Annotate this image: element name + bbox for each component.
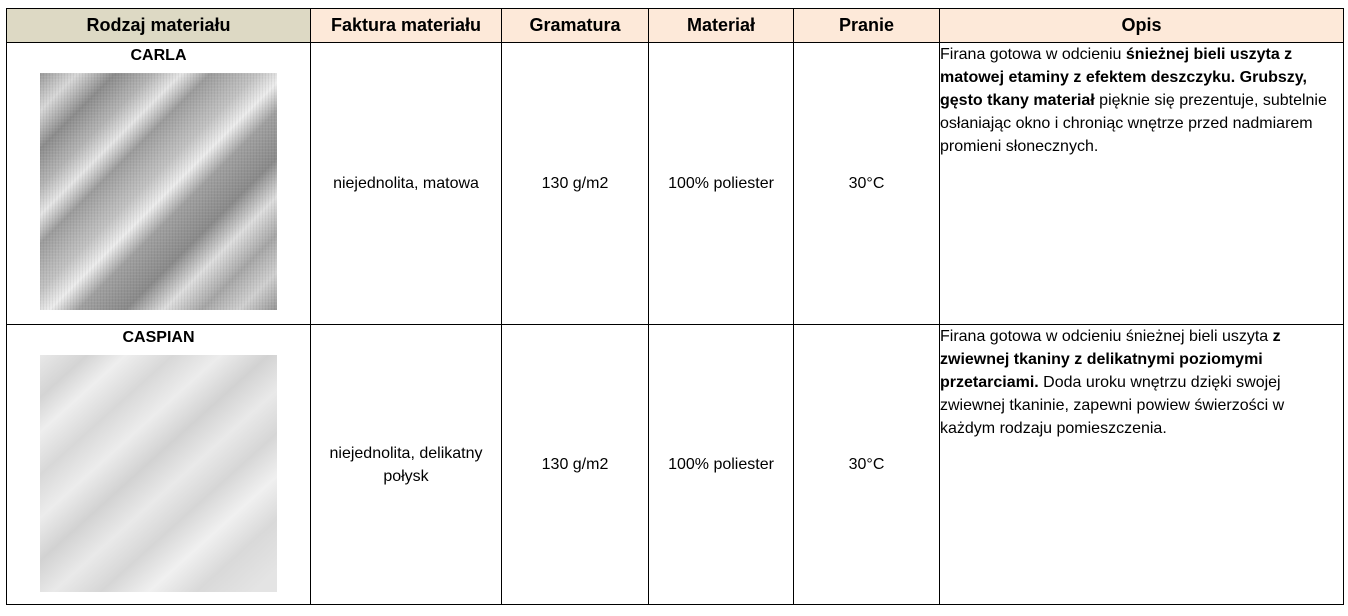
material-cell: 100% poliester — [649, 43, 794, 325]
description-part: Firana gotowa w odcieniu — [940, 46, 1126, 63]
washing-cell: 30°C — [794, 325, 940, 605]
description-cell — [940, 325, 1344, 605]
header-row — [7, 9, 1344, 43]
header-description: Opis — [940, 9, 1344, 43]
description-part: Firana gotowa w odcieniu śnieżnej bieli uszyta — [940, 328, 1273, 345]
weight-cell: 130 g/m2 — [502, 43, 649, 325]
description-part-bold: z zwiewnej tkaniny z delikatnymi poziomymi przetarciami. — [940, 328, 1281, 391]
product-name: CARLA — [130, 47, 187, 64]
description-cell — [940, 43, 1344, 325]
diagonal-stripe-fabric-swatch-icon — [40, 73, 277, 310]
material-cell: 100% poliester — [649, 325, 794, 605]
weight-cell: 130 g/m2 — [502, 325, 649, 605]
header-material: Materiał — [649, 9, 794, 43]
light-diagonal-fabric-swatch-icon — [40, 355, 277, 592]
materials-table — [6, 8, 1344, 605]
header-washing: Pranie — [794, 9, 940, 43]
header-texture: Faktura materiału — [311, 9, 502, 43]
header-material-type: Rodzaj materiału — [7, 9, 311, 43]
table-row — [7, 43, 1344, 325]
material-type-cell — [7, 325, 311, 605]
header-weight: Gramatura — [502, 9, 649, 43]
table-row — [7, 325, 1344, 605]
product-name: CASPIAN — [122, 329, 195, 346]
description-part-bold: śnieżnej bieli uszyta z matowej etaminy z efektem deszczyku. Grubszy, gęsto tkany materiał — [940, 46, 1307, 109]
washing-cell: 30°C — [794, 43, 940, 325]
texture-cell: niejednolita, delikatny połysk — [311, 325, 502, 605]
description-part: pięknie się prezentuje, subtelnie osłaniając okno i chroniąc wnętrze przed nadmiarem promieni słonecznych. — [940, 92, 1327, 155]
material-type-cell — [7, 43, 311, 325]
description-part: Doda uroku wnętrzu dzięki swojej zwiewnej tkaninie, zapewni powiew świerzości w każdym rodzaju pomieszczenia. — [940, 374, 1285, 437]
texture-cell: niejednolita, matowa — [311, 43, 502, 325]
